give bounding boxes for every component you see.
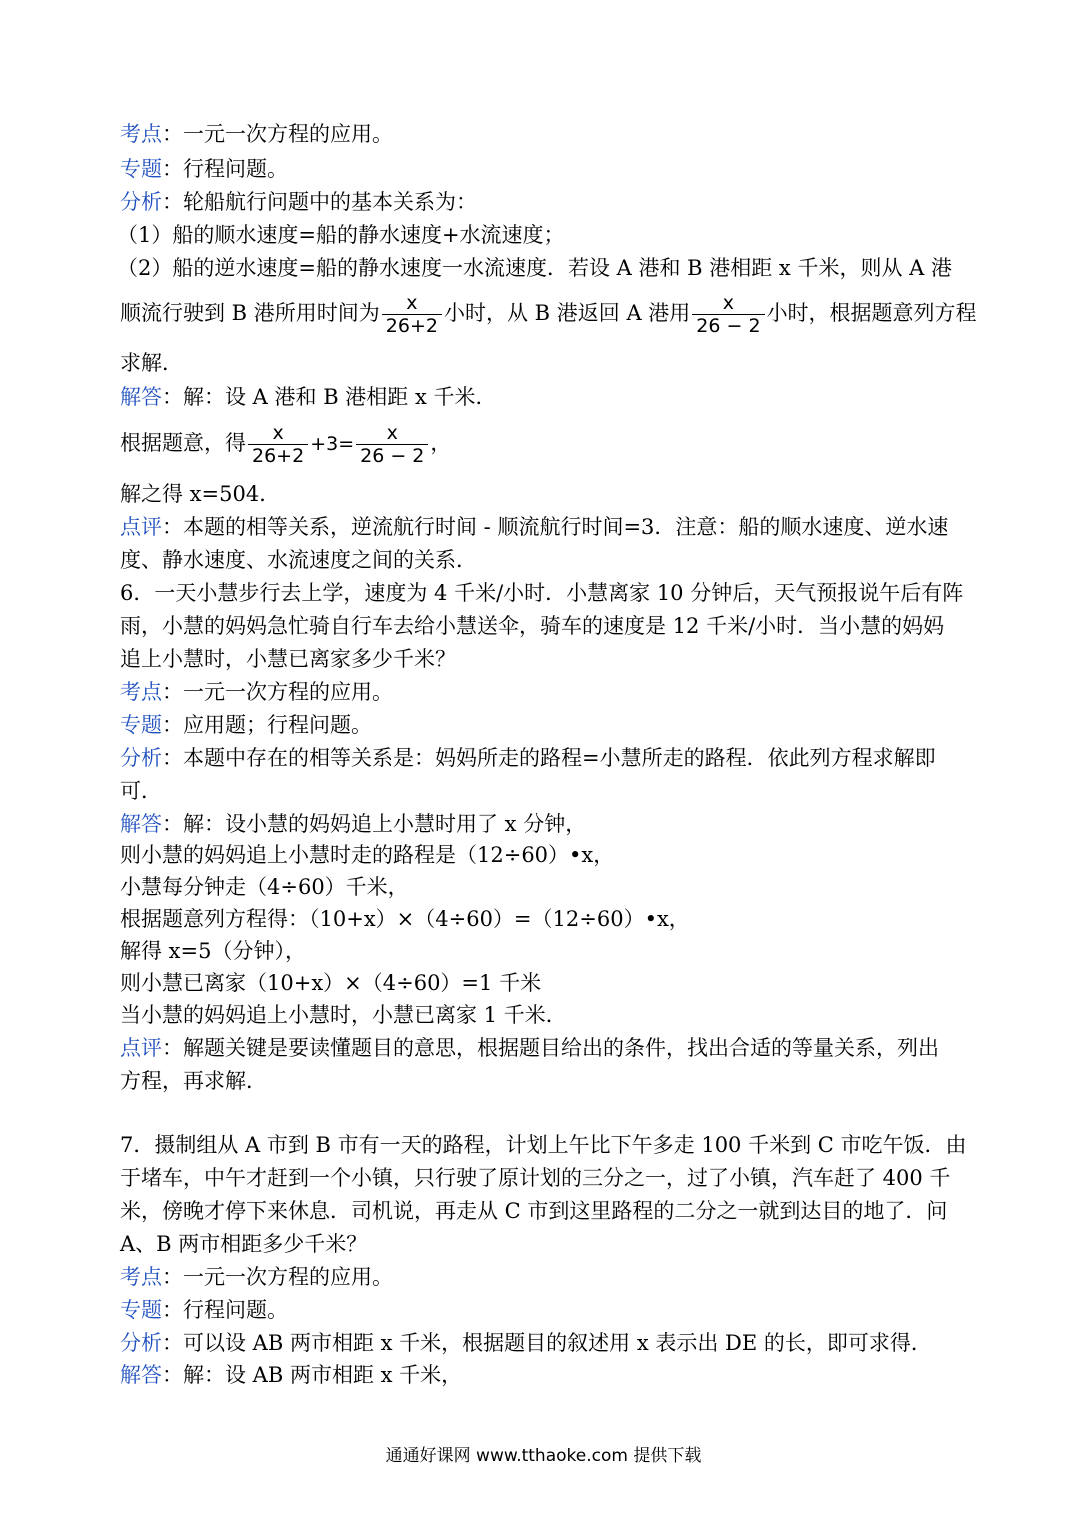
page-footer: 通通好课网 www.tthaoke.com 提供下载 bbox=[385, 1446, 702, 1466]
q7-question-line-4: A、B 两市相距多少千米？ bbox=[120, 1232, 368, 1256]
q6-dianping-line-2: 方程，再求解． bbox=[120, 1069, 267, 1093]
q7-jieda-line: 解答：解：设 AB 两市相距 x 千米， bbox=[120, 1363, 463, 1387]
q5-solve-line: 解之得 x=504． bbox=[120, 482, 281, 506]
q6-step-4: 解得 x=5（分钟）， bbox=[120, 939, 306, 963]
jieda-label: 解答 bbox=[120, 812, 162, 836]
q5-dianping-line-2: 度、静水速度、水流速度之间的关系． bbox=[120, 548, 477, 572]
zhuanti-label: 专题 bbox=[120, 1298, 162, 1322]
q5-equation-line: 根据题意，得 $\frac{x}{26+2}$ +3= $\frac{x}{26 - 2}$ ， bbox=[120, 422, 452, 467]
fenxi-label: 分析 bbox=[120, 190, 162, 214]
zhuanti-label: 专题 bbox=[120, 713, 162, 737]
q6-step-6: 当小慧的妈妈追上小慧时，小慧已离家 1 千米． bbox=[120, 1003, 567, 1027]
q7-zhuanti-line: 专题：行程问题。 bbox=[120, 1298, 288, 1322]
q5-dianping-line: 点评：本题的相等关系，逆流航行时间 - 顺流航行时间=3．注意：船的顺水速度、逆水速 bbox=[120, 515, 949, 539]
q7-question-line-1: 7．摄制组从 A 市到 B 市有一天的路程，计划上午比下午多走 100 千米到 C 市吃午饭．由 bbox=[120, 1133, 967, 1157]
q7-kaodian-line: 考点：一元一次方程的应用。 bbox=[120, 1265, 393, 1289]
q6-step-1: 则小慧的妈妈追上小慧时走的路程是（12÷60）•x， bbox=[120, 843, 615, 867]
zhuanti-label: 专题 bbox=[120, 157, 162, 181]
q5-relation-2: （2）船的逆水速度=船的静水速度一水流速度．若设 A 港和 B 港相距 x 千米，则从 A 港 bbox=[117, 256, 952, 280]
q5-time-line: 顺流行驶到 B 港所用时间为 $\frac{x}{26+2}$ 小时，从 B 港返回 A 港用 $\frac{x}{26 - 2}$ 小时，根据题意列方程 bbox=[120, 292, 977, 337]
q6-step-2: 小慧每分钟走（4÷60）千米， bbox=[120, 875, 409, 899]
q7-fenxi-line: 分析：可以设 AB 两市相距 x 千米，根据题目的叙述用 x 表示出 DE 的长，即可求得． bbox=[120, 1331, 932, 1355]
q6-question-line-1: 6．一天小慧步行去上学，速度为 4 千米/小时．小慧离家 10 分钟后，天气预报说午后有阵 bbox=[120, 581, 964, 605]
q6-dianping-line: 点评：解题关键是要读懂题目的意思，根据题目给出的条件，找出合适的等量关系，列出 bbox=[120, 1036, 939, 1060]
q5-qiujie-line: 求解． bbox=[120, 351, 183, 375]
kaodian-label: 考点 bbox=[120, 680, 162, 704]
q5-relation-1: （1）船的顺水速度=船的静水速度+水流速度； bbox=[117, 223, 565, 247]
fraction: $\frac{x}{26+2}$ bbox=[382, 292, 442, 337]
fenxi-label: 分析 bbox=[120, 1331, 162, 1355]
fenxi-label: 分析 bbox=[120, 746, 162, 770]
q5-fenxi-line: 分析：轮船航行问题中的基本关系为： bbox=[120, 190, 477, 214]
q6-kaodian-line: 考点：一元一次方程的应用。 bbox=[120, 680, 393, 704]
q6-jieda-line: 解答：解：设小慧的妈妈追上小慧时用了 x 分钟， bbox=[120, 812, 587, 836]
q5-jieda-line: 解答：解：设 A 港和 B 港相距 x 千米． bbox=[120, 385, 497, 409]
fraction: $\frac{x}{26+2}$ bbox=[248, 422, 308, 467]
fraction: $\frac{x}{26 - 2}$ bbox=[356, 422, 428, 467]
dianping-label: 点评 bbox=[120, 1036, 162, 1060]
q5-zhuanti-line: 专题：行程问题。 bbox=[120, 157, 288, 181]
q6-question-line-3: 追上小慧时，小慧已离家多少千米？ bbox=[120, 647, 456, 671]
q6-fenxi-line-2: 可． bbox=[120, 779, 162, 803]
dianping-label: 点评 bbox=[120, 515, 162, 539]
q6-step-3: 根据题意列方程得：（10+x）×（4÷60）=（12÷60）•x， bbox=[120, 907, 690, 931]
kaodian-label: 考点 bbox=[120, 1265, 162, 1289]
q5-kaodian-line: 考点：一元一次方程的应用。 bbox=[120, 122, 393, 146]
q6-step-5: 则小慧已离家（10+x）×（4÷60）=1 千米 bbox=[120, 971, 542, 995]
jieda-label: 解答 bbox=[120, 1363, 162, 1387]
kaodian-label: 考点 bbox=[120, 122, 162, 146]
fraction: $\frac{x}{26 - 2}$ bbox=[692, 292, 764, 337]
jieda-label: 解答 bbox=[120, 385, 162, 409]
q6-question-line-2: 雨，小慧的妈妈急忙骑自行车去给小慧送伞，骑车的速度是 12 千米/小时．当小慧的妈妈 bbox=[120, 614, 945, 638]
q6-zhuanti-line: 专题：应用题；行程问题。 bbox=[120, 713, 372, 737]
q6-fenxi-line: 分析：本题中存在的相等关系是：妈妈所走的路程=小慧所走的路程．依此列方程求解即 bbox=[120, 746, 936, 770]
q7-question-line-3: 米，傍晚才停下来休息．司机说，再走从 C 市到这里路程的二分之一就到达目的地了．问 bbox=[120, 1199, 948, 1223]
q7-question-line-2: 于堵车，中午才赶到一个小镇，只行驶了原计划的三分之一，过了小镇，汽车赶了 400 千 bbox=[120, 1166, 951, 1190]
